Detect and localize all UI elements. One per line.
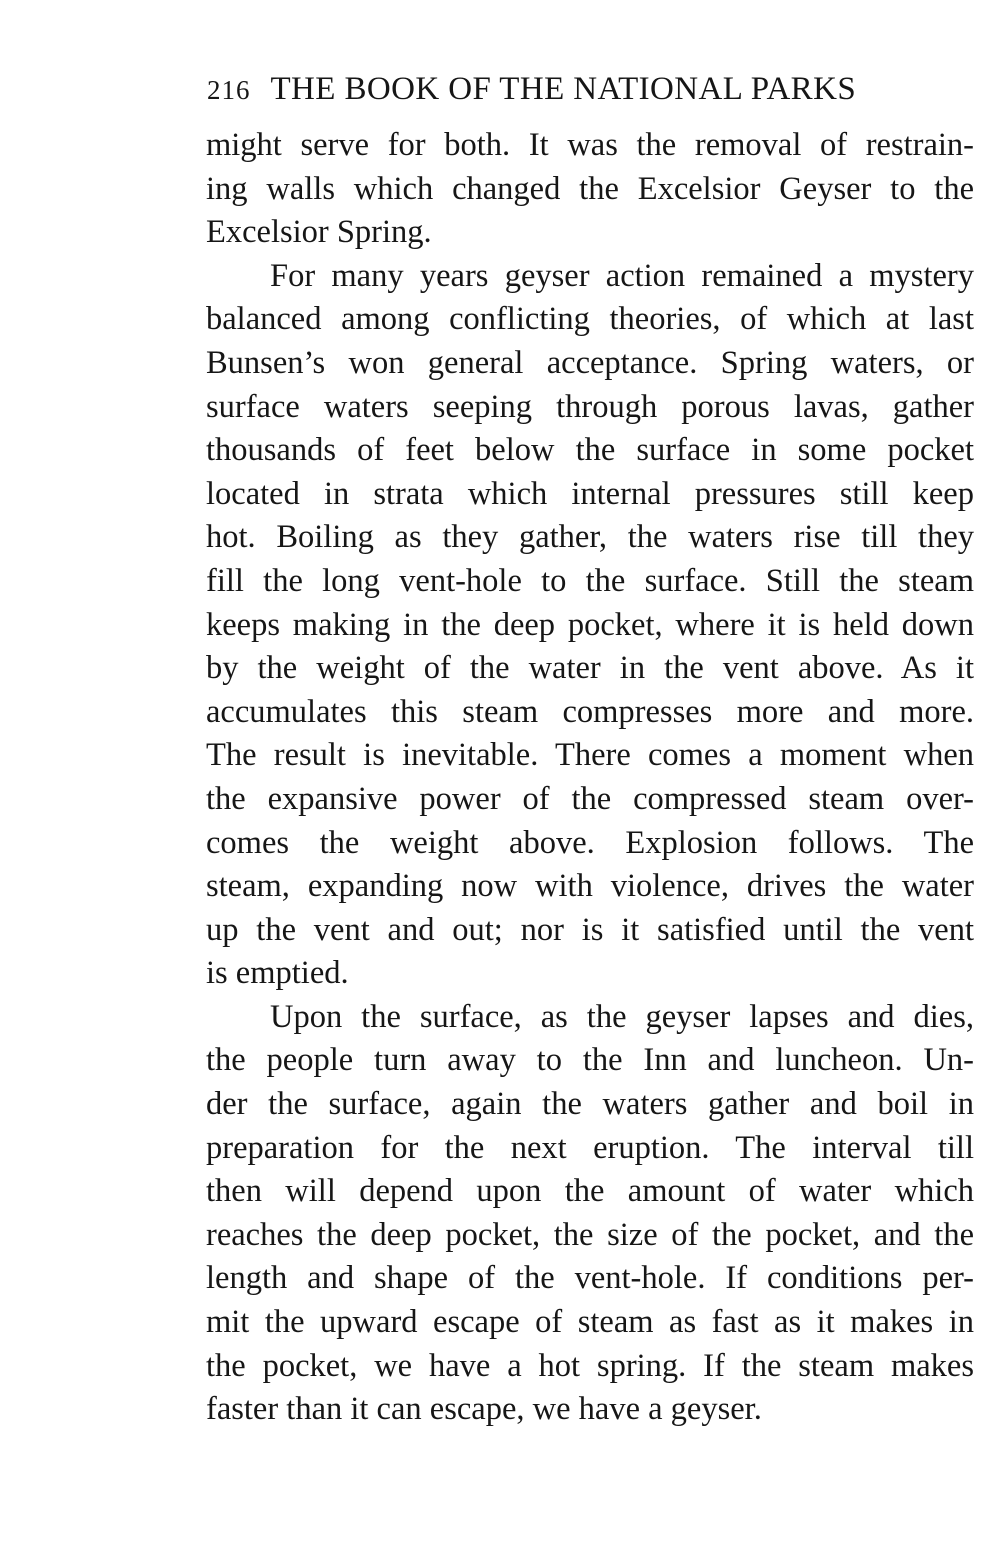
text-line: comes the weight above. Explosion follows. The	[206, 824, 974, 861]
text-line: steam, expanding now with violence, drives the water	[206, 868, 974, 905]
running-head-title: THE BOOK OF THE NATIONAL PARKS	[270, 71, 857, 107]
text-line: For many years geyser action remained a mystery	[270, 257, 974, 294]
text-line: Excelsior Spring.	[206, 214, 432, 251]
text-line: faster than it can escape, we have a geyser.	[206, 1391, 762, 1428]
text-line: located in strata which internal pressures still keep	[206, 475, 974, 512]
text-line: keeps making in the deep pocket, where it is held down	[206, 606, 974, 643]
text-line: reaches the deep pocket, the size of the pocket, and the	[206, 1216, 974, 1253]
text-line: ing walls which changed the Excelsior Geyser to the	[206, 170, 974, 207]
text-line: mit the upward escape of steam as fast as it makes in	[206, 1304, 974, 1341]
text-line: might serve for both. It was the removal of restrain-	[206, 127, 974, 163]
running-head	[207, 66, 947, 112]
text-line: The result is inevitable. There comes a moment when	[206, 737, 974, 774]
text-line: length and shape of the vent-hole. If conditions per-	[206, 1260, 974, 1297]
text-line: balanced among conflicting theories, of which at last	[206, 301, 974, 338]
text-line: surface waters seeping through porous lavas, gather	[206, 388, 974, 425]
text-line: the pocket, we have a hot spring. If the steam makes	[206, 1347, 974, 1384]
text-line: the people turn away to the Inn and luncheon. Un-	[206, 1042, 974, 1079]
text-line: der the surface, again the waters gather and boil in	[206, 1086, 974, 1123]
text-line: is emptied.	[206, 955, 349, 992]
text-line: fill the long vent-hole to the surface. Still the steam	[206, 562, 974, 599]
page-number: 216	[207, 75, 251, 105]
text-line: Upon the surface, as the geyser lapses and dies,	[270, 998, 974, 1035]
text-line: thousands of feet below the surface in some pocket	[206, 432, 974, 469]
text-line: preparation for the next eruption. The interval till	[206, 1129, 974, 1166]
text-line: accumulates this steam compresses more and more.	[206, 693, 974, 730]
text-line: hot. Boiling as they gather, the waters rise till they	[206, 519, 974, 556]
text-line: the expansive power of the compressed steam over-	[206, 780, 974, 817]
text-line: Bunsen’s won general acceptance. Spring waters, or	[206, 344, 974, 381]
text-line: up the vent and out; nor is it satisfied until the vent	[206, 911, 974, 948]
text-line: by the weight of the water in the vent above. As it	[206, 650, 974, 687]
text-line: then will depend upon the amount of water which	[206, 1173, 974, 1210]
body-text	[206, 124, 974, 1432]
